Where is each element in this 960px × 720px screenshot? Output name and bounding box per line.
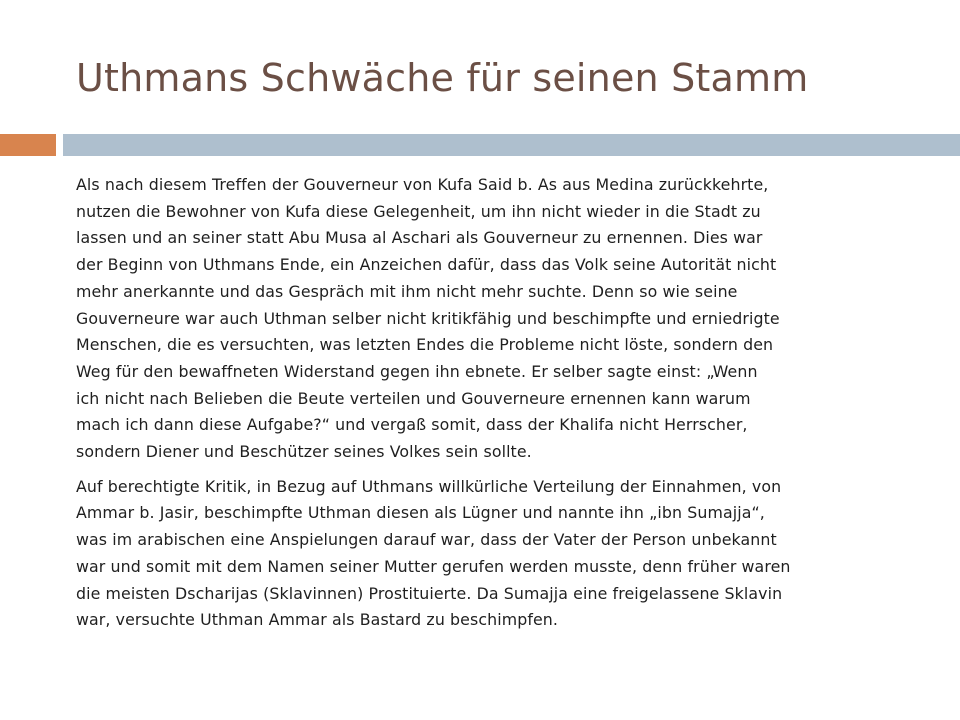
slide-title: Uthmans Schwäche für seinen Stamm <box>76 56 809 100</box>
body-paragraph-2: Auf berechtigte Kritik, in Bezug auf Uthmans willkürliche Verteilung der Einnahmen, von Ammar b. Jasir, beschimpfte Uthman diesen als Lügner und nannte ihn „ibn Sumajja“, was im arabischen eine Anspielungen darauf war, dass der Vater der Person unbekannt war und somit mit dem Namen seiner Mutter gerufen werden musste, denn früher waren die meisten Dscharijas (Sklavinnen) Prostituierte. Da Sumajja eine freigelassene Sklavin war, versuchte Uthman Ammar als Bastard zu beschimpfen. <box>76 476 791 630</box>
accent-bar-blue <box>63 134 960 156</box>
body-paragraph-1: Als nach diesem Treffen der Gouverneur von Kufa Said b. As aus Medina zurückkehrte, nutzen die Bewohner von Kufa diese Gelegenheit, um ihn nicht wieder in die Stadt zu lassen und an seiner statt Abu Musa al Aschari als Gouverneur zu ernennen. Dies war der Beginn von Uthmans Ende, ein Anzeichen dafür, dass das Volk seine Autorität nicht mehr anerkannte und das Gespräch mit ihm nicht mehr suchte. Denn so wie seine Gouverneure war auch Uthman selber nicht kritikfähig und beschimpfte und erniedrigte Menschen, die es versuchten, was letzten Endes die Probleme nicht löste, sondern den Weg für den bewaffneten Widerstand gegen ihn ebnete. Er selber sagte einst: „Wenn ich nicht nach Belieben die Beute verteilen und Gouverneure ernennen kann warum mach ich dann diese Aufgabe?“ und vergaß somit, dass der Khalifa nicht Herrscher, sondern Diener und Beschützer seines Volkes sein sollte. <box>76 175 780 462</box>
slide-body <box>76 172 922 634</box>
accent-bar-orange <box>0 134 56 156</box>
